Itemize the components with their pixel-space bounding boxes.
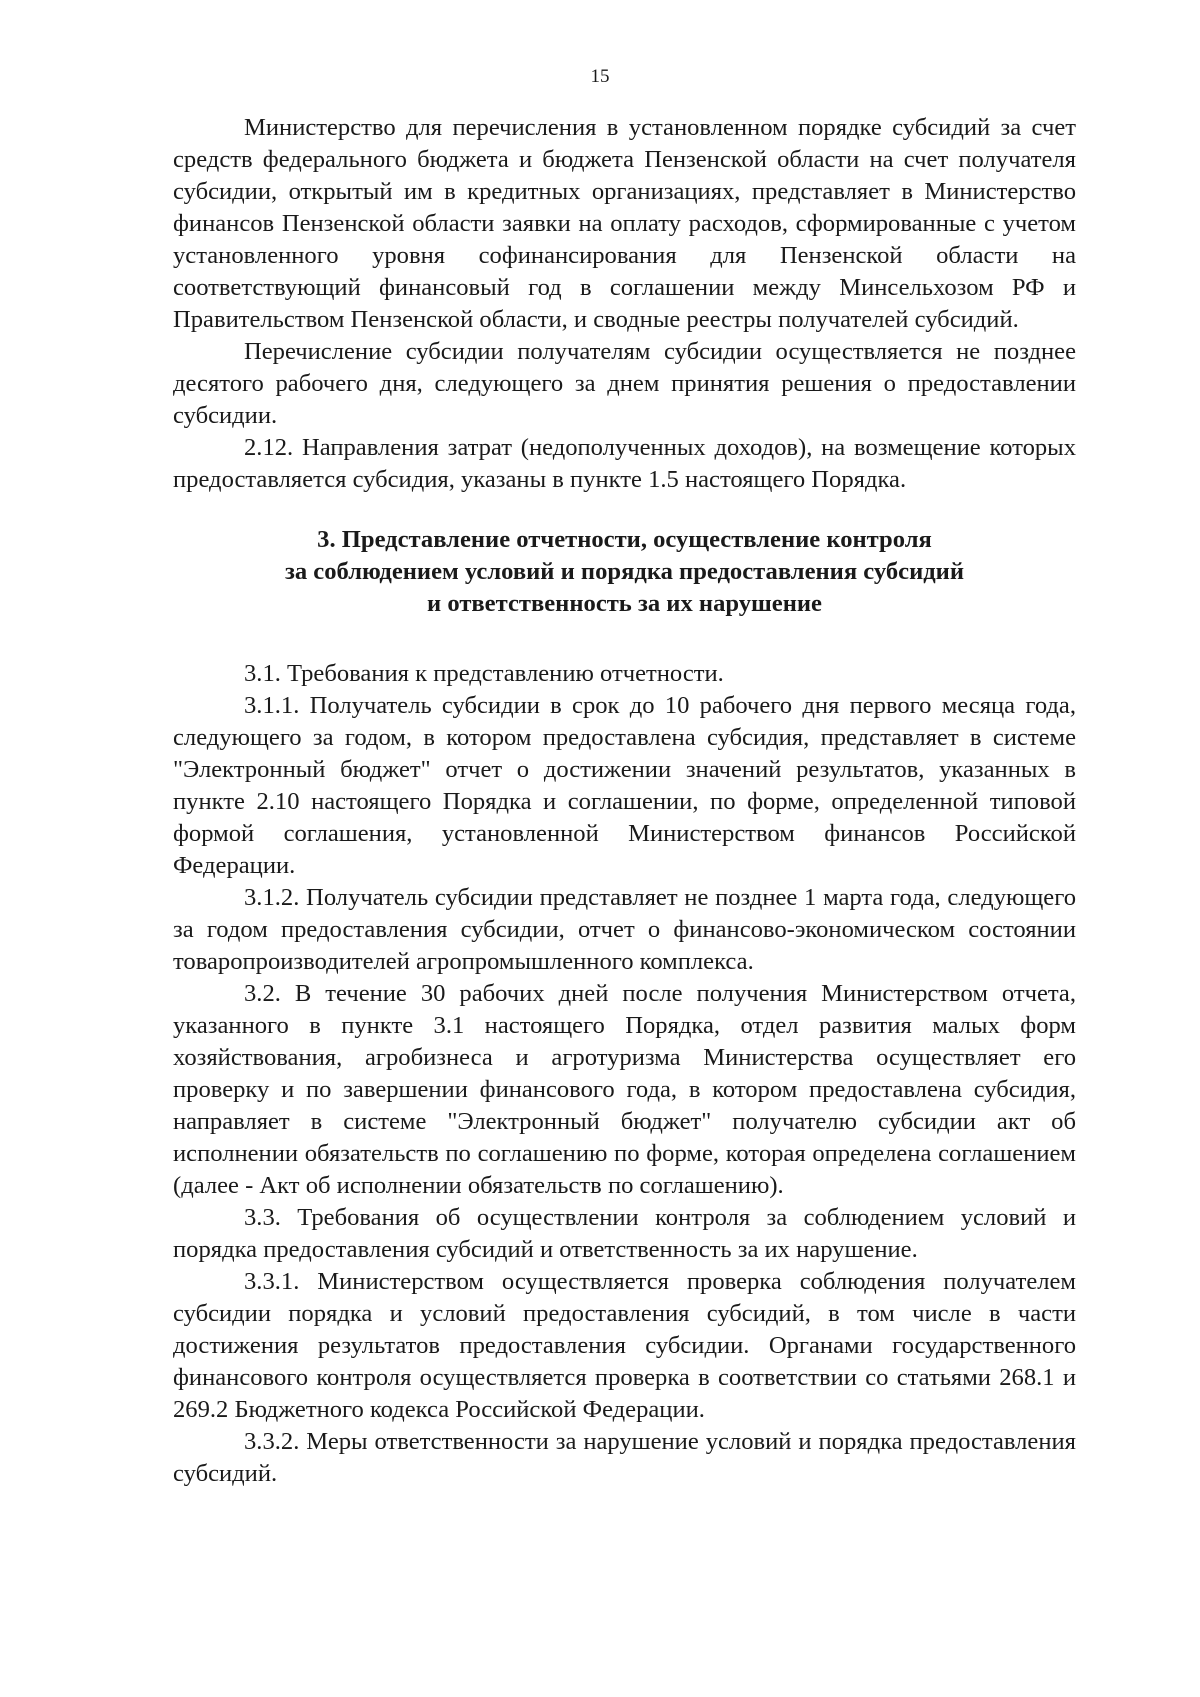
paragraph: 3.3. Требования об осуществлении контроля за соблюдением условий и порядка предоставления субсидий и ответственность за их нарушение. xyxy=(173,1204,1076,1263)
paragraph: Министерство для перечисления в установленном порядке субсидий за счет средств федерального бюджета и бюджета Пензенской области на счет получателя субсидии, открытый им в кредитных организациях, представляет в Министерство финансов Пензенской области заявки на оплату расходов, сформированные с учетом установленного уровня софинансирования для Пензенской области на соответствующий финансовый год в соглашении между Минсельхозом РФ и Правительством Пензенской области, и сводные реестры получателей субсидий. xyxy=(173,114,1076,333)
section-heading-line: и ответственность за их нарушение xyxy=(427,590,822,617)
paragraph: 3.3.1. Министерством осуществляется проверка соблюдения получателем субсидии порядка и условий предоставления субсидий, в том числе в части достижения результатов предоставления субсидии. Органами государственного финансового контроля осуществляется проверка в соответствии со статьями 268.1 и 269.2 Бюджетного кодекса Российской Федерации. xyxy=(173,1268,1076,1423)
section-heading-line: за соблюдением условий и порядка предоставления субсидий xyxy=(284,558,965,585)
paragraph: 2.12. Направления затрат (недополученных доходов), на возмещение которых предоставляется субсидия, указаны в пункте 1.5 настоящего Порядка. xyxy=(173,434,1076,493)
page-number: 15 xyxy=(590,66,610,87)
paragraph: Перечисление субсидии получателям субсидии осуществляется не позднее десятого рабочего дня, следующего за днем принятия решения о предоставлении субсидии. xyxy=(173,338,1076,429)
section-heading-line: 3. Представление отчетности, осуществление контроля xyxy=(317,526,932,553)
paragraph: 3.1.2. Получатель субсидии представляет не позднее 1 марта года, следующего за годом предоставления субсидии, отчет о финансово-экономическом состоянии товаропроизводителей агропромышленного комплекса. xyxy=(173,884,1076,975)
paragraph: 3.2. В течение 30 рабочих дней после получения Министерством отчета, указанного в пункте 3.1 настоящего Порядка, отдел развития малых форм хозяйствования, агробизнеса и агротуризма Министерства осуществляет его проверку и по завершении финансового года, в котором предоставлена субсидия, направляет в системе "Электронный бюджет" получателю субсидии акт об исполнении обязательств по соглашению по форме, которая определена соглашением (далее - Акт об исполнении обязательств по соглашению). xyxy=(173,980,1076,1199)
paragraph: 3.1.1. Получатель субсидии в срок до 10 рабочего дня первого месяца года, следующего за годом, в котором предоставлена субсидия, представляет в системе "Электронный бюджет" отчет о достижении значений результатов, указанных в пункте 2.10 настоящего Порядка и соглашении, по форме, определенной типовой формой соглашения, установленной Министерством финансов Российской Федерации. xyxy=(173,692,1076,879)
paragraph: 3.3.2. Меры ответственности за нарушение условий и порядка предоставления субсидий. xyxy=(173,1428,1076,1487)
paragraph: 3.1. Требования к представлению отчетности. xyxy=(244,660,724,687)
section-heading xyxy=(173,524,1076,620)
document-body xyxy=(173,112,1076,1490)
